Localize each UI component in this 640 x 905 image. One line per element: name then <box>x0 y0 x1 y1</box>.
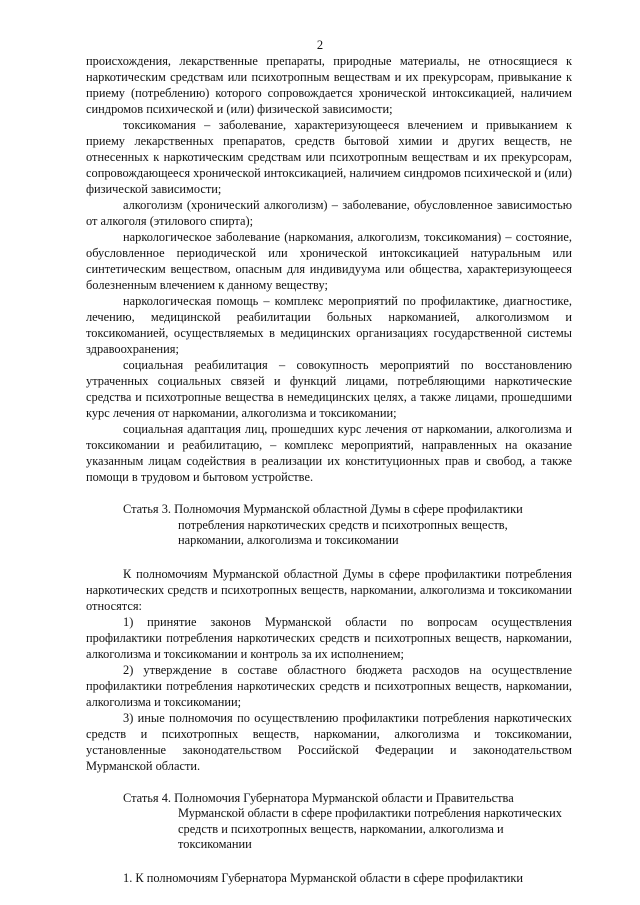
paragraph: 2) утверждение в составе областного бюджета расходов на осуществление профилактики потребления наркотических средств и психотропных веществ, наркомании, алкоголизма и токсикомании; <box>86 662 572 709</box>
paragraph: К полномочиям Мурманской областной Думы в сфере профилактики потребления наркотических средств и психотропных веществ, наркомании, алкоголизма и токсикомании относятся: <box>86 566 572 613</box>
paragraph: токсикомания – заболевание, характеризующееся влечением и привыканием к приему лекарственных препаратов, средств бытовой химии и других веществ, не отнесенных к наркотическим средствам или психотропным веществам и их прекурсорам, сопровождающееся хронической интоксикацией, наличием синдромов психической и (или) физической зависимости; <box>86 118 572 196</box>
paragraph: 3) иные полномочия по осуществлению профилактики потребления наркотических средств и психотропных веществ, наркомании, алкоголизма и токсикомании, установленные законодательством Российской Федерации и законодательством Мурманской области. <box>86 710 572 773</box>
paragraph: 1) принятие законов Мурманской области по вопросам осуществления профилактики потребления наркотических средств и психотропных веществ, наркомании, алкоголизма и токсикомании и контроль за их исполнением; <box>86 614 572 661</box>
article-3-body <box>86 566 572 774</box>
paragraph: социальная адаптация лиц, прошедших курс лечения от наркомании, алкоголизма и токсикомании и реабилитацию, – комплекс мероприятий, направленных на оказание указанным лицам содействия в реализации их конституционных прав и свобод, а также помощи в трудовом и бытовом устройстве. <box>86 422 572 484</box>
article-4-label: Статья 4. <box>123 790 172 805</box>
article-4-title-line1: Полномочия Губернатора Мурманской области и Правительства <box>174 790 514 805</box>
article-3-title-line1: Полномочия Мурманской областной Думы в сфере профилактики <box>174 502 523 516</box>
definitions-section <box>86 53 572 485</box>
article-3-label: Статья 3. <box>123 502 172 516</box>
article-3-title-rest: потребления наркотических средств и психотропных веществ, наркомании, алкоголизма и токсикомании <box>178 517 508 547</box>
article-4-heading <box>86 791 572 853</box>
paragraph: социальная реабилитация – совокупность мероприятий по восстановлению утраченных социальных связей и функций лицами, потребляющими наркотические средства и психотропные вещества в немедицинских целях, а также лицами, прошедшими курс лечения от наркомании, алкоголизма и токсикомании; <box>86 358 572 420</box>
paragraph: 1. К полномочиям Губернатора Мурманской области в сфере профилактики <box>123 870 523 885</box>
paragraph: наркологическая помощь – комплекс мероприятий по профилактике, диагностике, лечению, медицинской реабилитации больных наркоманией, алкоголизмом и токсикоманией, осуществляемых в медицинских организациях государственной системы здравоохранения; <box>86 294 572 356</box>
page-number: 2 <box>316 38 324 52</box>
paragraph: алкоголизм (хронический алкоголизм) – заболевание, обусловленное зависимостью от алкоголя (этилового спирта); <box>86 198 572 228</box>
paragraph: происхождения, лекарственные препараты, природные материалы, не относящиеся к наркотическим средствам или психотропным веществам и их прекурсорам, привыкание к приему (потреблению) которого сопровождается хронической интоксикацией, наличием синдромов психической и (или) физической зависимости; <box>86 54 572 116</box>
article-4-body <box>86 870 572 886</box>
article-3-heading <box>86 502 572 549</box>
paragraph: наркологическое заболевание (наркомания, алкоголизм, токсикомания) – состояние, обусловленное периодической или хронической интоксикацией натуральным или синтетическим веществом, опасным для индивидуума или общества, характеризующееся болезненным влечением к данному веществу; <box>86 230 572 292</box>
document-body <box>86 53 572 886</box>
article-4-title-rest: Мурманской области в сфере профилактики потребления наркотических средств и психотропных веществ, наркомании, алкоголизма и токсикомании <box>178 806 562 851</box>
